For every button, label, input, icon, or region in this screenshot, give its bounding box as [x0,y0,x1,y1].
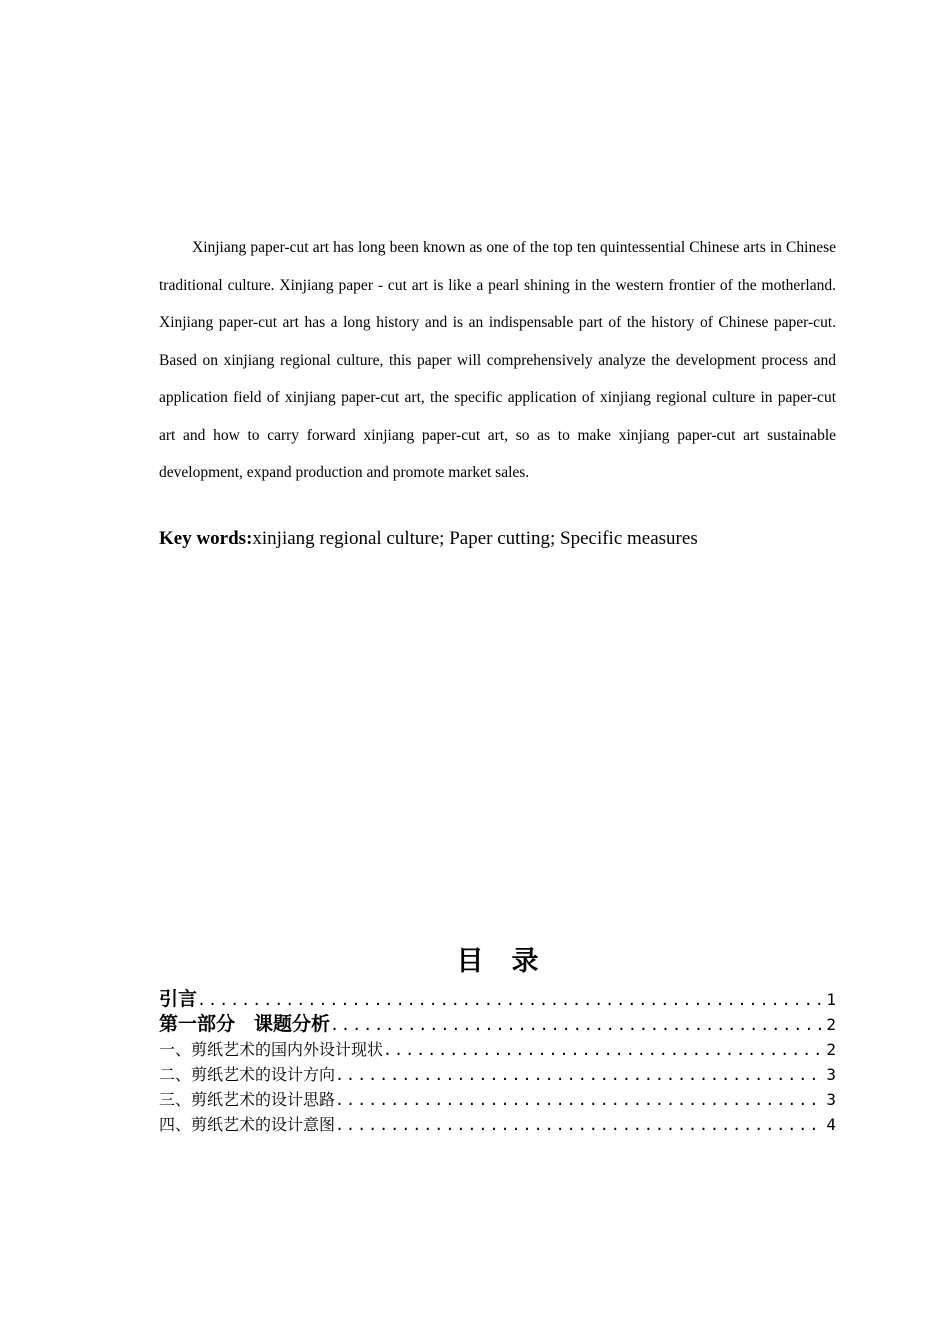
toc-entry[interactable] [159,1012,836,1037]
toc-entry-page: 3 [826,1090,836,1109]
abstract-paragraph: Xinjiang paper-cut art has long been known as one of the top ten quintessential Chinese arts in Chinese traditional culture. Xinjiang paper - cut art is like a pearl shining in the western frontier of the motherland. Xinjiang paper-cut art has a long history and is an indispensable part of the history of Chinese paper-cut. Based on xinjiang regional culture, this paper will comprehensively analyze the development process and application field of xinjiang paper-cut art, the specific application of xinjiang regional culture in paper-cut art and how to carry forward xinjiang paper-cut art, so as to make xinjiang paper-cut art sustainable development, expand production and promote market sales. [159,239,836,481]
toc-entry-label: 四、剪纸艺术的设计意图 [159,1115,336,1134]
toc-entry-page: 3 [826,1065,836,1084]
toc-entry-label: 二、剪纸艺术的设计方向 [159,1065,336,1084]
toc-dot-leader [335,1113,824,1137]
toc-dot-leader [335,1088,824,1112]
toc-entry[interactable] [159,1037,836,1062]
toc-entry-page: 4 [826,1115,836,1134]
toc-entry-label: 一、剪纸艺术的国内外设计现状 [159,1040,384,1059]
toc-entry-page: 2 [826,1040,836,1059]
toc-dot-leader [383,1038,824,1062]
toc-entry[interactable] [159,1112,836,1137]
table-of-contents [159,987,836,1137]
toc-entry[interactable] [159,987,836,1012]
toc-dot-leader [330,1013,824,1037]
toc-entry-label: 引言 [159,988,198,1010]
keywords-line [159,524,836,554]
toc-entry[interactable] [159,1087,836,1112]
toc-entry-label: 第一部分 课题分析 [159,1013,331,1035]
toc-entry-page: 1 [826,990,836,1009]
toc-entry-label: 三、剪纸艺术的设计思路 [159,1090,336,1109]
keywords-value: xinjiang regional culture; Paper cutting; Specific measures [252,528,698,549]
toc-title: 目录 [456,946,567,977]
toc-entry[interactable] [159,1062,836,1087]
toc-dot-leader [197,988,824,1012]
toc-entry-page: 2 [826,1015,836,1034]
toc-dot-leader [335,1063,824,1087]
keywords-label: Key words: [159,528,253,549]
